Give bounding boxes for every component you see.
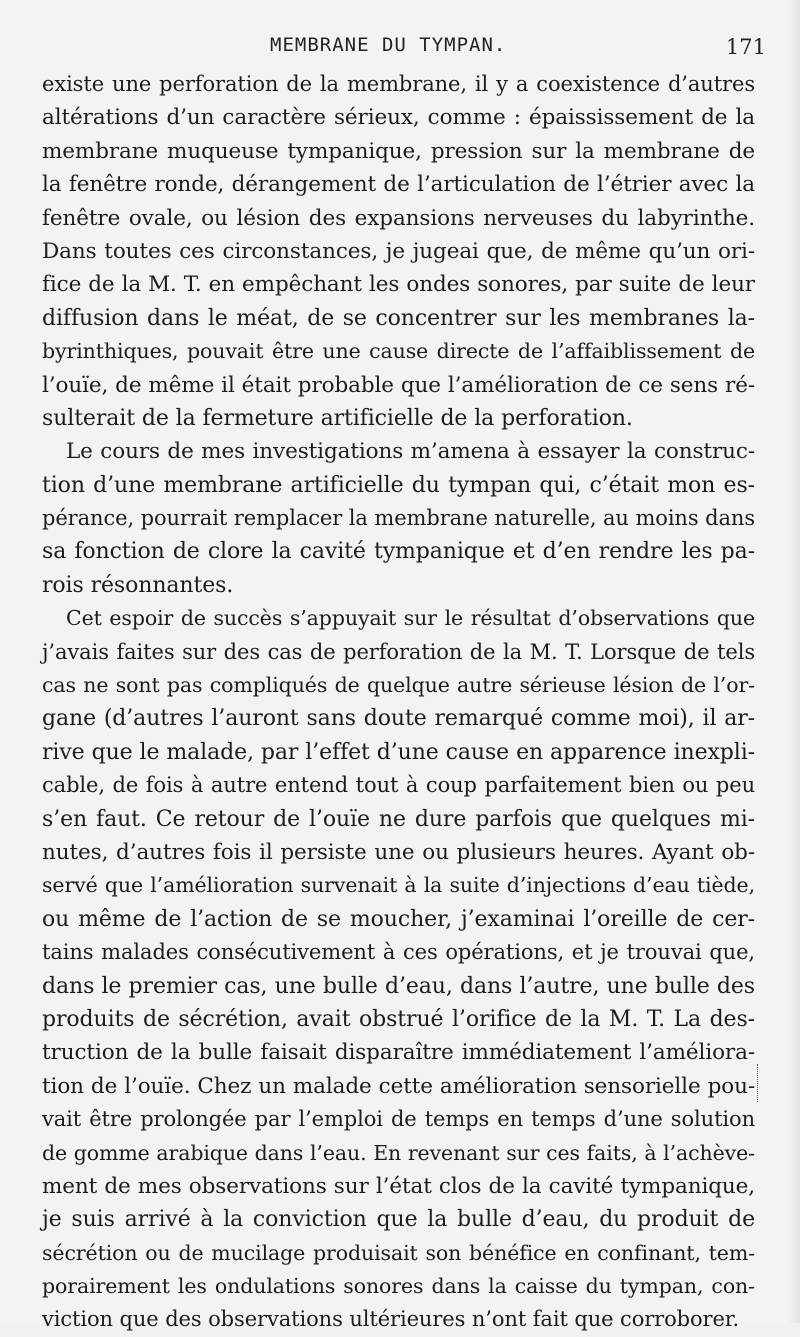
- text-line: l’ouïe, de même il était probable que l’amélioration de ce sens ré-: [42, 372, 755, 398]
- text-line: de gomme arabique dans l’eau. En revenant sur ces faits, à l’achève-: [42, 1140, 755, 1165]
- text-line: fice de la M. T. en empêchant les ondes sonores, par suite de leur: [42, 272, 755, 298]
- paragraph-start-line: Cet espoir de succès s’appuyait sur le résultat d’observations que: [66, 606, 755, 631]
- text-line: altérations d’un caractère sérieux, comme : épaississement de la: [42, 105, 755, 131]
- text-line: vait être prolongée par l’emploi de temps en temps d’une solution: [42, 1107, 755, 1132]
- text-line: rive que le malade, par l’effet d’une cause en apparence inexpli-: [42, 739, 755, 765]
- page-edge-shadow: [786, 0, 800, 1323]
- text-line: la fenêtre ronde, dérangement de l’articulation de l’étrier avec la: [42, 172, 755, 198]
- text-line: tains malades consécutivement à ces opérations, et je trouvai que,: [42, 940, 755, 965]
- text-line: je suis arrivé à la conviction que la bulle d’eau, du produit de: [42, 1207, 755, 1233]
- text-line: Dans toutes ces circonstances, je jugeai que, de même qu’un ori-: [42, 238, 755, 264]
- margin-mark: [757, 1064, 761, 1102]
- text-line: fenêtre ovale, ou lésion des expansions nerveuses du labyrinthe.: [42, 205, 755, 231]
- text-line: sécrétion ou de mucilage produisait son bénéfice en confinant, tem-: [42, 1240, 755, 1265]
- text-line: tion de l’ouïe. Chez un malade cette amélioration sensorielle pou-: [42, 1073, 755, 1099]
- text-line: dans le premier cas, une bulle d’eau, dans l’autre, une bulle des: [42, 973, 755, 999]
- paragraph-end-line: viction que des observations ultérieures n’ont fait que corroborer.: [42, 1307, 740, 1332]
- text-line: porairement les ondulations sonores dans la caisse du tympan, con-: [42, 1274, 755, 1299]
- text-line: tion d’une membrane artificielle du tympan qui, c’était mon es-: [42, 472, 755, 498]
- text-line: sa fonction de clore la cavité tympanique et d’en rendre les pa-: [42, 539, 755, 565]
- text-line: j’avais faites sur des cas de perforation de la M. T. Lorsque de tels: [42, 639, 755, 664]
- text-line: gane (d’autres l’auront sans doute remarqué comme moi), il ar-: [42, 706, 755, 732]
- body-text: [42, 68, 755, 1337]
- text-line: diffusion dans le méat, de se concentrer sur les membranes la-: [42, 305, 755, 331]
- text-line: cable, de fois à autre entend tout à coup parfaitement bien ou peu: [42, 773, 755, 798]
- text-line: servé que l’amélioration survenait à la suite d’injections d’eau tiède,: [42, 873, 755, 898]
- text-line: cas ne sont pas compliqués de quelque autre sérieuse lésion de l’or-: [42, 673, 755, 698]
- text-line: ou même de l’action de se moucher, j’examinai l’oreille de cer-: [42, 906, 755, 932]
- text-line: membrane muqueuse tympanique, pression sur la membrane de: [42, 138, 755, 164]
- text-line: nutes, d’autres fois il persiste une ou plusieurs heures. Ayant ob-: [42, 839, 755, 865]
- running-title: MEMBRANE DU TYMPAN.: [270, 34, 507, 56]
- text-line: truction de la bulle faisait disparaître immédiatement l’améliora-: [42, 1040, 755, 1066]
- text-line: pérance, pourrait remplacer la membrane naturelle, au moins dans: [42, 506, 755, 531]
- text-line: produits de sécrétion, avait obstrué l’orifice de la M. T. La des-: [42, 1006, 755, 1032]
- text-line: existe une perforation de la membrane, il y a coexistence d’autres: [42, 72, 755, 96]
- running-header: [0, 30, 800, 60]
- paragraph-start-line: Le cours de mes investigations m’amena à essayer la construc-: [66, 439, 755, 465]
- text-line: byrinthiques, pouvait être une cause directe de l’affaiblissement de: [42, 339, 755, 364]
- text-line: ment de mes observations sur l’état clos de la cavité tympanique,: [42, 1173, 755, 1199]
- paragraph-end-line: sulterait de la fermeture artificielle de la perforation.: [42, 405, 633, 431]
- paragraph-end-line: rois résonnantes.: [42, 572, 234, 598]
- text-line: s’en faut. Ce retour de l’ouïe ne dure parfois que quelques mi-: [42, 806, 755, 832]
- page-number: 171: [725, 35, 766, 59]
